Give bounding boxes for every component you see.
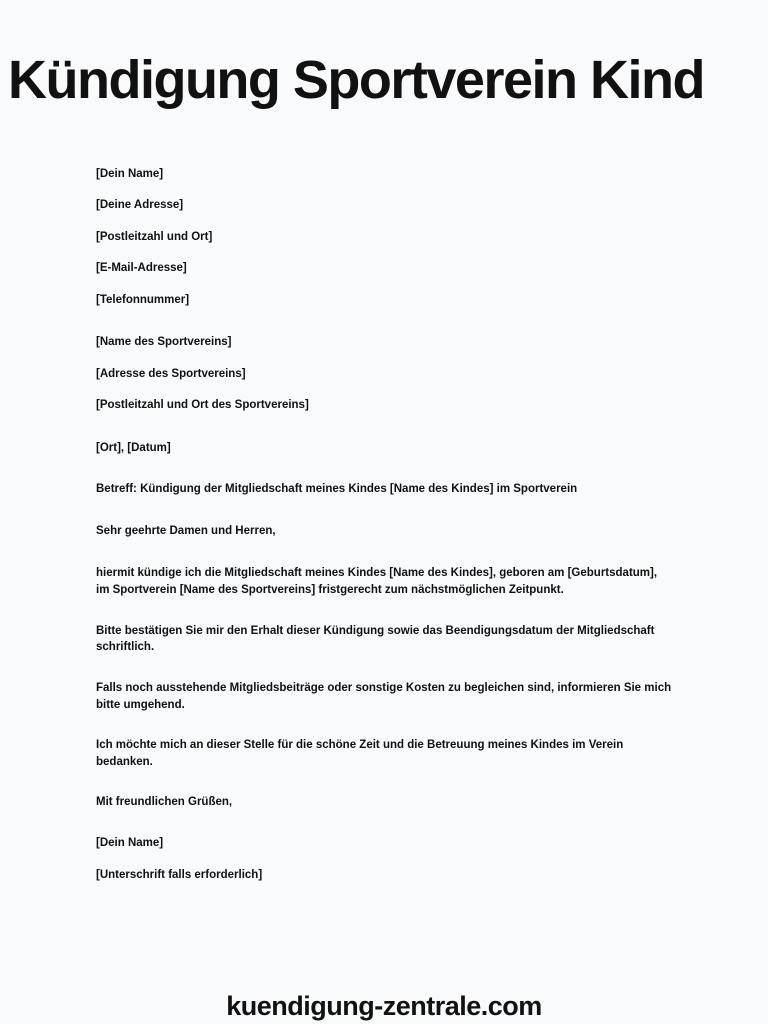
signature-note: [Unterschrift falls erforderlich]: [96, 868, 263, 881]
recipient-club-street: [Adresse des Sportvereins]: [96, 367, 246, 380]
paragraph-outstanding-fees: Falls noch ausstehende Mitgliedsbeiträge oder sonstige Kosten zu begleichen sind, informieren Sie mich bitte umgehend.: [96, 682, 672, 711]
salutation: Sehr geehrte Damen und Herren,: [96, 524, 276, 537]
sender-postcode-city: [Postleitzahl und Ort]: [96, 230, 213, 243]
page-title: Kündigung Sportverein Kind: [8, 50, 704, 110]
sender-name: [Dein Name]: [96, 167, 164, 180]
sender-phone: [Telefonnummer]: [96, 293, 190, 306]
closing: Mit freundlichen Grüßen,: [96, 795, 233, 808]
footer: [0, 991, 768, 1024]
sender-street: [Deine Adresse]: [96, 199, 184, 212]
paragraph-cancellation: hiermit kündige ich die Mitgliedschaft meines Kindes [Name des Kindes], geboren am [Geburtsdatum], im Sportverein [Name des Sportvereins] fristgerecht zum nächstmöglichen Zeitpunkt.: [96, 567, 658, 597]
subject-line: Betreff: Kündigung der Mitgliedschaft meines Kindes [Name des Kindes] im Sportverein: [96, 483, 578, 496]
paragraph-thanks: Ich möchte mich an dieser Stelle für die schöne Zeit und die Betreuung meines Kindes im Verein bedanken.: [96, 739, 624, 769]
footer-site-name: kuendigung-zentrale.com: [226, 990, 542, 1021]
sender-email: [E-Mail-Adresse]: [96, 262, 187, 275]
letter-body: [0, 109, 768, 1024]
paragraph-confirmation-request: Bitte bestätigen Sie mir den Erhalt dieser Kündigung sowie das Beendigungsdatum der Mitgliedschaft schriftlich.: [96, 624, 655, 654]
place-and-date: [Ort], [Datum]: [96, 441, 171, 454]
sender-address-block: [96, 167, 672, 309]
signature-name: [Dein Name]: [96, 837, 164, 850]
recipient-address-block: [96, 335, 672, 414]
recipient-club-name: [Name des Sportvereins]: [96, 336, 232, 349]
recipient-club-postcode-city: [Postleitzahl und Ort des Sportvereins]: [96, 399, 309, 412]
